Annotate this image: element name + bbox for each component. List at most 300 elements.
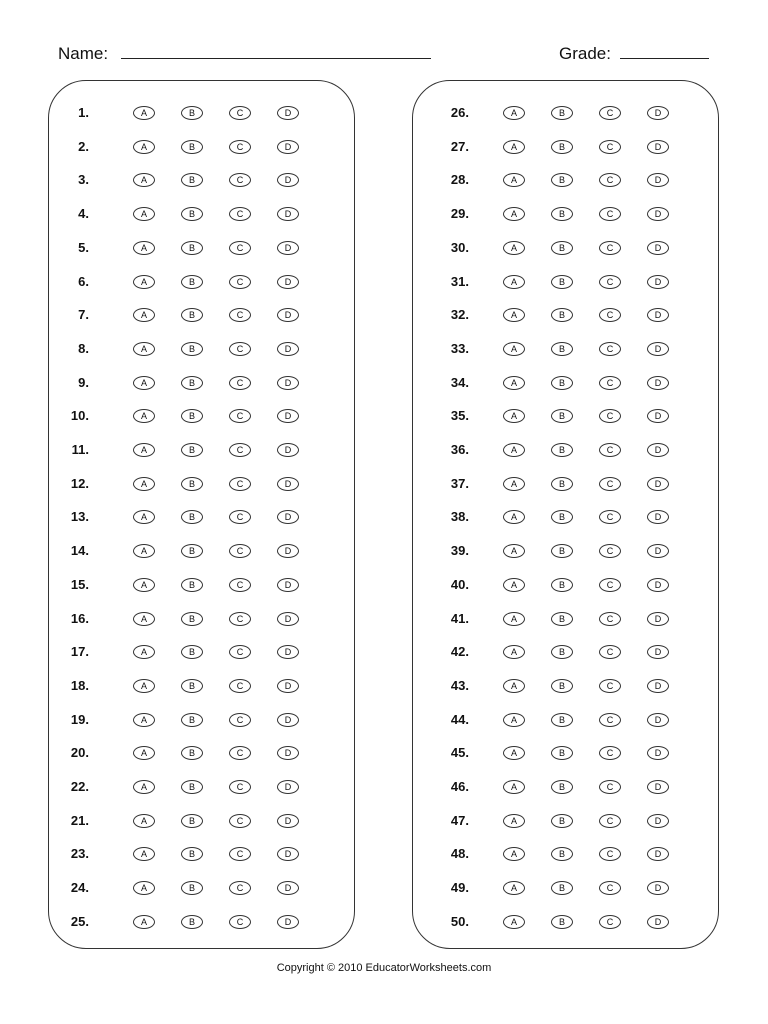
question-number: 43.	[450, 677, 469, 693]
answer-bubble-d[interactable]: D	[647, 140, 669, 154]
question-row	[413, 811, 718, 831]
answer-bubble-a[interactable]: A	[133, 342, 155, 356]
answer-bubble-a[interactable]: A	[133, 173, 155, 187]
question-number: 34.	[450, 374, 469, 390]
question-row	[413, 710, 718, 730]
answer-bubble-c[interactable]: C	[229, 510, 251, 524]
answer-bubble-b[interactable]: B	[181, 207, 203, 221]
answer-bubble-b[interactable]: B	[551, 847, 573, 861]
answer-bubble-d[interactable]: D	[277, 780, 299, 794]
question-number: 13.	[70, 509, 89, 525]
question-row	[413, 170, 718, 190]
question-row	[413, 474, 718, 494]
answer-bubble-b[interactable]: B	[181, 544, 203, 558]
answer-bubble-c[interactable]: C	[599, 275, 621, 289]
answer-bubble-c[interactable]: C	[229, 612, 251, 626]
answer-bubble-c[interactable]: C	[599, 106, 621, 120]
question-number: 30.	[450, 239, 469, 255]
answer-bubble-a[interactable]: A	[503, 510, 525, 524]
answer-bubble-d[interactable]: D	[277, 915, 299, 929]
answer-bubble-d[interactable]: D	[277, 173, 299, 187]
question-number: 26.	[450, 105, 469, 120]
answer-bubble-d[interactable]: D	[647, 275, 669, 289]
question-row	[49, 811, 354, 831]
answer-bubble-a[interactable]: A	[133, 409, 155, 423]
answer-bubble-c[interactable]: C	[599, 780, 621, 794]
answer-bubble-a[interactable]: A	[503, 342, 525, 356]
question-row	[49, 777, 354, 797]
answer-bubble-a[interactable]: A	[503, 544, 525, 558]
answer-bubble-b[interactable]: B	[181, 477, 203, 491]
answer-bubble-d[interactable]: D	[647, 713, 669, 727]
question-number: 49.	[450, 880, 469, 896]
question-number: 35.	[450, 408, 469, 424]
answer-bubble-b[interactable]: B	[551, 342, 573, 356]
grade-label: Grade:	[559, 44, 611, 63]
answer-bubble-c[interactable]: C	[229, 106, 251, 120]
question-number: 50.	[450, 913, 469, 929]
question-row	[413, 507, 718, 527]
answer-bubble-a[interactable]: A	[133, 376, 155, 390]
question-row	[49, 541, 354, 561]
answer-bubble-a[interactable]: A	[133, 106, 155, 120]
question-row	[413, 642, 718, 662]
answer-bubble-d[interactable]: D	[647, 342, 669, 356]
question-row	[413, 238, 718, 258]
question-number: 39.	[450, 543, 469, 559]
answer-bubble-b[interactable]: B	[551, 477, 573, 491]
question-row	[49, 844, 354, 864]
answer-bubble-b[interactable]: B	[181, 881, 203, 895]
question-number: 40.	[450, 576, 469, 592]
answer-bubble-a[interactable]: A	[503, 847, 525, 861]
answer-bubble-d[interactable]: D	[647, 443, 669, 457]
answer-bubble-c[interactable]: C	[229, 477, 251, 491]
answer-bubble-d[interactable]: D	[277, 342, 299, 356]
answer-bubble-a[interactable]: A	[503, 915, 525, 929]
question-number: 9.	[78, 374, 89, 390]
answer-bubble-c[interactable]: C	[599, 814, 621, 828]
answer-bubble-c[interactable]: C	[599, 308, 621, 322]
answer-bubble-b[interactable]: B	[551, 275, 573, 289]
answer-bubble-d[interactable]: D	[647, 847, 669, 861]
answer-bubble-a[interactable]: A	[133, 612, 155, 626]
answer-bubble-a[interactable]: A	[133, 544, 155, 558]
answer-bubble-a[interactable]: A	[133, 713, 155, 727]
answer-bubble-d[interactable]: D	[277, 746, 299, 760]
question-row	[413, 844, 718, 864]
answer-bubble-d[interactable]: D	[277, 140, 299, 154]
answer-bubble-d[interactable]: D	[647, 510, 669, 524]
question-row	[49, 305, 354, 325]
answer-bubble-d[interactable]: D	[277, 207, 299, 221]
question-row	[49, 575, 354, 595]
answer-bubble-d[interactable]: D	[277, 814, 299, 828]
question-row	[413, 204, 718, 224]
answer-bubble-d[interactable]: D	[277, 376, 299, 390]
answer-bubble-c[interactable]: C	[229, 308, 251, 322]
answer-bubble-a[interactable]: A	[503, 814, 525, 828]
answer-bubble-a[interactable]: A	[133, 275, 155, 289]
answer-bubble-d[interactable]: D	[647, 881, 669, 895]
answer-bubble-d[interactable]: D	[647, 106, 669, 120]
answer-bubble-c[interactable]: C	[229, 578, 251, 592]
answer-bubble-c[interactable]: C	[229, 746, 251, 760]
answer-bubble-a[interactable]: A	[133, 847, 155, 861]
answer-bubble-a[interactable]: A	[133, 477, 155, 491]
question-row	[413, 575, 718, 595]
answer-bubble-b[interactable]: B	[181, 376, 203, 390]
answer-bubble-a[interactable]: A	[503, 275, 525, 289]
answer-bubble-b[interactable]: B	[551, 510, 573, 524]
question-number: 18.	[70, 677, 89, 693]
question-row	[49, 912, 354, 932]
answer-bubble-a[interactable]: A	[503, 612, 525, 626]
answer-bubble-c[interactable]: C	[229, 173, 251, 187]
question-row	[413, 339, 718, 359]
question-number: 47.	[450, 812, 469, 828]
answer-bubble-b[interactable]: B	[551, 645, 573, 659]
answer-bubble-b[interactable]: B	[181, 645, 203, 659]
answer-bubble-b[interactable]: B	[181, 308, 203, 322]
question-number: 38.	[450, 509, 469, 525]
question-row	[413, 609, 718, 629]
answer-bubble-c[interactable]: C	[229, 376, 251, 390]
copyright-footer: Copyright © 2010 EducatorWorksheets.com	[276, 962, 492, 974]
answer-bubble-d[interactable]: D	[277, 544, 299, 558]
answer-bubble-a[interactable]: A	[503, 578, 525, 592]
question-row	[413, 103, 718, 123]
question-row	[413, 912, 718, 932]
answer-bubble-b[interactable]: B	[551, 915, 573, 929]
question-row	[49, 137, 354, 157]
answer-bubble-b[interactable]: B	[181, 814, 203, 828]
answer-bubble-d[interactable]: D	[647, 477, 669, 491]
question-number: 2.	[78, 138, 89, 154]
answer-bubble-c[interactable]: C	[229, 814, 251, 828]
answer-bubble-a[interactable]: A	[503, 881, 525, 895]
answer-bubble-d[interactable]: D	[277, 275, 299, 289]
answer-bubble-b[interactable]: B	[551, 713, 573, 727]
question-number: 46.	[450, 779, 469, 794]
question-number: 3.	[78, 172, 89, 188]
answer-bubble-b[interactable]: B	[181, 409, 203, 423]
answer-bubble-c[interactable]: C	[599, 713, 621, 727]
answer-bubble-c[interactable]: C	[599, 140, 621, 154]
question-row	[413, 541, 718, 561]
answer-bubble-d[interactable]: D	[277, 477, 299, 491]
answer-bubble-d[interactable]: D	[647, 376, 669, 390]
answer-bubble-b[interactable]: B	[551, 443, 573, 457]
answer-bubble-b[interactable]: B	[181, 612, 203, 626]
answer-bubble-c[interactable]: C	[229, 847, 251, 861]
answer-bubble-c[interactable]: C	[599, 544, 621, 558]
answer-bubble-a[interactable]: A	[503, 207, 525, 221]
answer-bubble-a[interactable]: A	[133, 814, 155, 828]
question-row	[49, 103, 354, 123]
question-row	[413, 440, 718, 460]
answer-bubble-c[interactable]: C	[599, 881, 621, 895]
answer-bubble-d[interactable]: D	[647, 544, 669, 558]
answer-bubble-d[interactable]: D	[647, 241, 669, 255]
answer-bubble-d[interactable]: D	[277, 409, 299, 423]
answer-bubble-a[interactable]: A	[503, 443, 525, 457]
answer-bubble-a[interactable]: A	[133, 207, 155, 221]
answer-bubble-b[interactable]: B	[181, 443, 203, 457]
answer-bubble-c[interactable]: C	[229, 544, 251, 558]
question-row	[49, 743, 354, 763]
answer-bubble-c[interactable]: C	[599, 746, 621, 760]
answer-bubble-b[interactable]: B	[181, 679, 203, 693]
question-number: 20.	[70, 745, 89, 761]
question-number: 7.	[78, 307, 89, 323]
answer-bubble-a[interactable]: A	[133, 780, 155, 794]
answer-panel-left	[48, 80, 355, 949]
answer-bubble-b[interactable]: B	[181, 106, 203, 120]
answer-bubble-a[interactable]: A	[133, 881, 155, 895]
answer-bubble-c[interactable]: C	[599, 915, 621, 929]
name-label: Name:	[58, 44, 109, 63]
answer-bubble-c[interactable]: C	[229, 713, 251, 727]
answer-bubble-b[interactable]: B	[551, 308, 573, 322]
answer-bubble-a[interactable]: A	[133, 679, 155, 693]
question-number: 21.	[70, 812, 89, 828]
answer-bubble-a[interactable]: A	[503, 645, 525, 659]
answer-bubble-d[interactable]: D	[647, 915, 669, 929]
answer-bubble-b[interactable]: B	[551, 207, 573, 221]
question-number: 24.	[70, 880, 89, 896]
answer-bubble-b[interactable]: B	[181, 140, 203, 154]
answer-bubble-c[interactable]: C	[229, 275, 251, 289]
answer-bubble-d[interactable]: D	[647, 308, 669, 322]
question-row	[49, 272, 354, 292]
question-number: 44.	[450, 711, 469, 727]
answer-bubble-c[interactable]: C	[599, 376, 621, 390]
grade-field-line[interactable]	[620, 58, 709, 59]
answer-bubble-b[interactable]: B	[551, 881, 573, 895]
answer-bubble-c[interactable]: C	[229, 915, 251, 929]
answer-bubble-c[interactable]: C	[599, 173, 621, 187]
question-row	[49, 676, 354, 696]
answer-bubble-c[interactable]: C	[599, 477, 621, 491]
answer-bubble-b[interactable]: B	[551, 780, 573, 794]
answer-bubble-c[interactable]: C	[599, 679, 621, 693]
question-row	[49, 642, 354, 662]
answer-bubble-c[interactable]: C	[229, 140, 251, 154]
answer-bubble-c[interactable]: C	[229, 645, 251, 659]
answer-bubble-c[interactable]: C	[229, 679, 251, 693]
answer-bubble-d[interactable]: D	[277, 713, 299, 727]
question-number: 25.	[70, 913, 89, 929]
answer-bubble-b[interactable]: B	[551, 578, 573, 592]
answer-bubble-a[interactable]: A	[133, 746, 155, 760]
answer-bubble-c[interactable]: C	[229, 409, 251, 423]
answer-bubble-b[interactable]: B	[551, 814, 573, 828]
answer-bubble-a[interactable]: A	[503, 679, 525, 693]
answer-bubble-c[interactable]: C	[599, 578, 621, 592]
question-number: 33.	[450, 340, 469, 356]
answer-bubble-a[interactable]: A	[503, 106, 525, 120]
answer-bubble-c[interactable]: C	[229, 241, 251, 255]
question-number: 22.	[70, 779, 89, 794]
answer-panel-right	[412, 80, 719, 949]
question-number: 32.	[450, 307, 469, 323]
answer-bubble-a[interactable]: A	[503, 140, 525, 154]
answer-bubble-d[interactable]: D	[277, 578, 299, 592]
answer-bubble-c[interactable]: C	[599, 612, 621, 626]
answer-bubble-c[interactable]: C	[599, 847, 621, 861]
answer-bubble-a[interactable]: A	[503, 376, 525, 390]
question-row	[49, 406, 354, 426]
answer-bubble-b[interactable]: B	[181, 578, 203, 592]
answer-bubble-b[interactable]: B	[551, 679, 573, 693]
answer-bubble-d[interactable]: D	[277, 679, 299, 693]
question-number: 14.	[70, 543, 89, 559]
question-row	[49, 507, 354, 527]
answer-bubble-a[interactable]: A	[133, 308, 155, 322]
question-number: 42.	[450, 644, 469, 660]
question-number: 6.	[78, 273, 89, 289]
name-field-line[interactable]	[121, 58, 431, 59]
question-row	[49, 878, 354, 898]
question-row	[413, 406, 718, 426]
question-row	[49, 170, 354, 190]
answer-bubble-d[interactable]: D	[647, 207, 669, 221]
answer-bubble-a[interactable]: A	[503, 477, 525, 491]
answer-bubble-a[interactable]: A	[133, 578, 155, 592]
answer-bubble-a[interactable]: A	[133, 241, 155, 255]
question-row	[413, 676, 718, 696]
answer-bubble-a[interactable]: A	[503, 409, 525, 423]
answer-bubble-a[interactable]: A	[503, 241, 525, 255]
answer-bubble-b[interactable]: B	[181, 173, 203, 187]
answer-bubble-b[interactable]: B	[551, 241, 573, 255]
answer-bubble-b[interactable]: B	[551, 106, 573, 120]
question-row	[49, 474, 354, 494]
answer-bubble-a[interactable]: A	[133, 510, 155, 524]
question-number: 45.	[450, 745, 469, 761]
question-number: 11.	[71, 442, 89, 457]
question-row	[413, 137, 718, 157]
answer-bubble-b[interactable]: B	[551, 376, 573, 390]
answer-bubble-a[interactable]: A	[503, 173, 525, 187]
answer-bubble-b[interactable]: B	[181, 915, 203, 929]
answer-bubble-b[interactable]: B	[181, 342, 203, 356]
answer-bubble-a[interactable]: A	[133, 443, 155, 457]
question-row	[413, 777, 718, 797]
question-number: 36.	[450, 442, 469, 457]
question-number: 5.	[78, 239, 89, 255]
answer-bubble-d[interactable]: D	[277, 443, 299, 457]
answer-bubble-d[interactable]: D	[647, 746, 669, 760]
answer-bubble-d[interactable]: D	[277, 106, 299, 120]
question-row	[413, 373, 718, 393]
answer-bubble-c[interactable]: C	[229, 443, 251, 457]
question-number: 19.	[70, 711, 89, 727]
answer-bubble-c[interactable]: C	[599, 207, 621, 221]
answer-bubble-d[interactable]: D	[277, 612, 299, 626]
answer-bubble-c[interactable]: C	[599, 241, 621, 255]
answer-bubble-a[interactable]: A	[133, 645, 155, 659]
question-number: 16.	[70, 610, 89, 626]
answer-bubble-a[interactable]: A	[133, 140, 155, 154]
answer-bubble-a[interactable]: A	[503, 713, 525, 727]
question-number: 29.	[450, 206, 469, 222]
answer-bubble-b[interactable]: B	[181, 275, 203, 289]
question-number: 28.	[450, 172, 469, 188]
answer-bubble-b[interactable]: B	[551, 544, 573, 558]
question-number: 37.	[450, 475, 469, 491]
answer-bubble-b[interactable]: B	[181, 241, 203, 255]
question-row	[49, 609, 354, 629]
question-number: 31.	[450, 273, 469, 289]
question-row	[413, 743, 718, 763]
answer-bubble-c[interactable]: C	[229, 881, 251, 895]
question-row	[49, 238, 354, 258]
answer-bubble-d[interactable]: D	[277, 881, 299, 895]
answer-bubble-c[interactable]: C	[229, 780, 251, 794]
answer-bubble-d[interactable]: D	[277, 847, 299, 861]
answer-bubble-b[interactable]: B	[181, 746, 203, 760]
answer-bubble-c[interactable]: C	[229, 342, 251, 356]
question-number: 41.	[450, 610, 469, 626]
answer-bubble-b[interactable]: B	[551, 409, 573, 423]
answer-bubble-c[interactable]: C	[599, 342, 621, 356]
question-number: 15.	[70, 576, 89, 592]
answer-bubble-d[interactable]: D	[277, 645, 299, 659]
answer-bubble-b[interactable]: B	[181, 510, 203, 524]
answer-bubble-b[interactable]: B	[181, 847, 203, 861]
answer-bubble-c[interactable]: C	[599, 645, 621, 659]
answer-bubble-d[interactable]: D	[647, 409, 669, 423]
answer-bubble-d[interactable]: D	[647, 612, 669, 626]
answer-bubble-a[interactable]: A	[503, 780, 525, 794]
answer-bubble-a[interactable]: A	[503, 308, 525, 322]
answer-bubble-b[interactable]: B	[551, 612, 573, 626]
answer-bubble-c[interactable]: C	[599, 409, 621, 423]
answer-bubble-d[interactable]: D	[647, 645, 669, 659]
question-row	[49, 710, 354, 730]
answer-bubble-b[interactable]: B	[551, 173, 573, 187]
answer-bubble-d[interactable]: D	[277, 241, 299, 255]
question-number: 27.	[450, 138, 469, 154]
answer-bubble-a[interactable]: A	[133, 915, 155, 929]
question-row	[413, 305, 718, 325]
answer-bubble-d[interactable]: D	[647, 679, 669, 693]
answer-bubble-b[interactable]: B	[181, 780, 203, 794]
answer-bubble-d[interactable]: D	[647, 780, 669, 794]
answer-bubble-d[interactable]: D	[647, 173, 669, 187]
answer-bubble-b[interactable]: B	[551, 140, 573, 154]
answer-bubble-c[interactable]: C	[599, 443, 621, 457]
question-number: 8.	[78, 340, 89, 356]
answer-bubble-b[interactable]: B	[181, 713, 203, 727]
question-number: 1.	[78, 105, 89, 120]
question-number: 12.	[70, 475, 89, 491]
answer-bubble-b[interactable]: B	[551, 746, 573, 760]
answer-bubble-d[interactable]: D	[647, 814, 669, 828]
answer-bubble-d[interactable]: D	[277, 308, 299, 322]
question-number: 23.	[70, 846, 89, 862]
answer-bubble-a[interactable]: A	[503, 746, 525, 760]
question-row	[413, 272, 718, 292]
answer-bubble-c[interactable]: C	[599, 510, 621, 524]
answer-bubble-d[interactable]: D	[647, 578, 669, 592]
question-number: 10.	[70, 408, 89, 424]
answer-bubble-c[interactable]: C	[229, 207, 251, 221]
question-row	[49, 204, 354, 224]
answer-bubble-d[interactable]: D	[277, 510, 299, 524]
